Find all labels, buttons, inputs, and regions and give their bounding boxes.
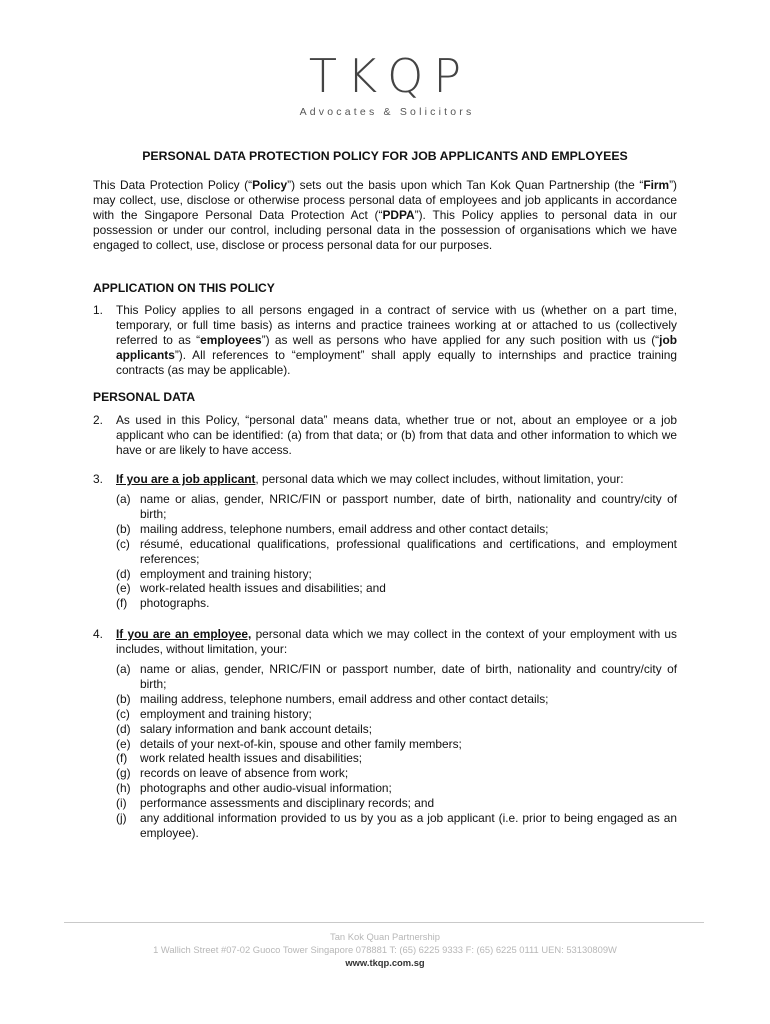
clause-number: 2.: [93, 413, 103, 427]
firm-logo: [0, 49, 770, 118]
list-item: (d) employment and training history;: [116, 566, 312, 581]
list-item: (b) mailing address, telephone numbers, email address and other contact details;: [116, 691, 549, 706]
footer-firm-name: Tan Kok Quan Partnership: [330, 931, 440, 942]
section-heading-application: APPLICATION ON THIS POLICY: [93, 281, 275, 295]
clause-text: If you are an employee, personal data which we may collect in the context of your employment with us includes, without limitation, your:: [116, 627, 677, 656]
clause-text: As used in this Policy, “personal data” means data, whether true or not, about an employee or a job applicant who can be identified: (a) from that data; or (b) from that data and other information to which we have or are likely to have access.: [116, 413, 677, 457]
footer-website-link[interactable]: www.tkqp.com.sg: [345, 957, 425, 968]
clause-number: 3.: [93, 472, 103, 486]
clause-text: If you are a job applicant, personal data which we may collect includes, without limitation, your:: [116, 472, 624, 486]
list-item: (f) work related health issues and disabilities;: [116, 751, 363, 766]
list-item: (c) résumé, educational qualifications, professional qualifications and certifications, and employment references;: [116, 536, 677, 566]
clause-number: 4.: [93, 627, 103, 641]
intro-paragraph: This Data Protection Policy (“Policy”) sets out the basis upon which Tan Kok Quan Partnership (the “Firm”) may collect, use, disclose or otherwise process personal data of employees and job applicants in accordance with the Singapore Personal Data Protection Act (“PDPA”). This Policy applies to personal data in our possession or under our control, including personal data in the possession of organisations which we have engaged to collect, use, disclose or process personal data for our purposes.: [93, 178, 678, 252]
clause-4: [93, 627, 677, 657]
list-item: (e) details of your next-of-kin, spouse and other family members;: [116, 736, 462, 751]
logo-tagline: Advocates & Solicitors: [299, 106, 475, 118]
section-heading-personal-data: PERSONAL DATA: [93, 390, 196, 404]
clause-1: [93, 303, 677, 378]
logo-wordmark: TKQP: [308, 49, 472, 103]
clause-text: This Policy applies to all persons engaged in a contract of service with us (whether on a part time, temporary, or full time basis) as interns and practice trainees working at or attached to us (collectively referred to as “employees”) as well as persons who have applied for any such position with us (“job applicants”). All references to “employment” shall apply equally to internships and practice training contracts (as may be applicable).: [116, 303, 677, 377]
document-title: PERSONAL DATA PROTECTION POLICY FOR JOB APPLICANTS AND EMPLOYEES: [142, 149, 628, 163]
clause-2: [93, 413, 677, 458]
footer-divider: [64, 922, 704, 923]
clause-number: 1.: [93, 303, 103, 317]
list-item: (c) employment and training history;: [116, 706, 312, 721]
list-item: (a) name or alias, gender, NRIC/FIN or passport number, date of birth, nationality and country/city of birth;: [116, 662, 677, 691]
list-item: (g) records on leave of absence from work;: [116, 766, 349, 781]
list-item: (f) photographs.: [116, 596, 210, 611]
list-item: (b) mailing address, telephone numbers, email address and other contact details;: [116, 521, 549, 536]
list-item: (d) salary information and bank account details;: [116, 721, 373, 736]
clause-4-sublist: [116, 662, 677, 841]
clause-3-sublist: [116, 492, 677, 611]
list-item: (a) name or alias, gender, NRIC/FIN or passport number, date of birth, nationality and country/city of birth;: [116, 492, 677, 521]
clause-3: [93, 472, 677, 487]
list-item: (i) performance assessments and disciplinary records; and: [116, 796, 435, 811]
list-item: (j) any additional information provided to us by you as a job applicant (i.e. prior to being engaged as an employee).: [116, 811, 677, 840]
footer-address: 1 Wallich Street #07-02 Guoco Tower Singapore 078881 T: (65) 6225 9333 F: (65) 6225 0111 UEN: 53130809W: [153, 944, 617, 955]
list-item: (h) photographs and other audio-visual information;: [116, 781, 392, 796]
list-item: (e) work-related health issues and disabilities; and: [116, 581, 386, 596]
